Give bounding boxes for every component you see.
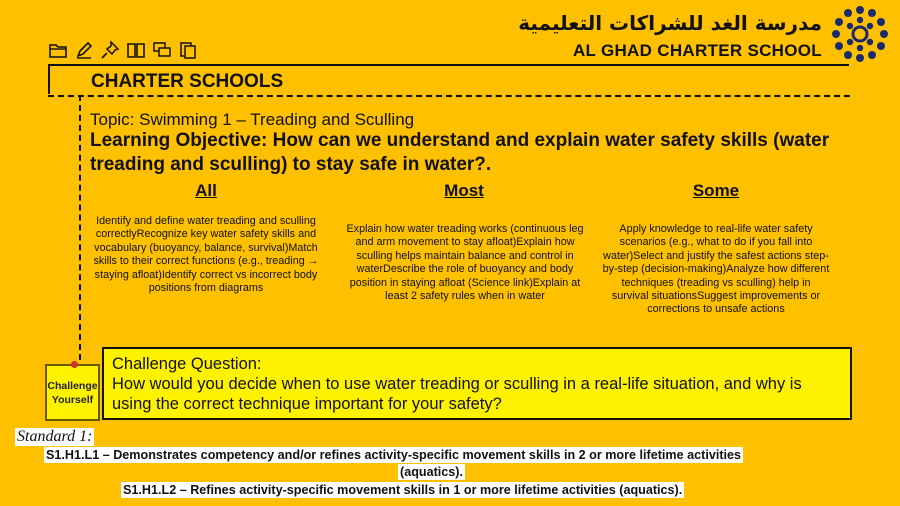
pushpin-icon [71, 361, 78, 368]
column-text-all: Identify and define water treading and sculling correctlyRecognize key water safety skills and vocabulary (buoyancy, balance, survival)Match skills to their correct functions (e.g., treading → staying afloat)Identify correct vs incorrect body positions from diagrams [93, 215, 319, 295]
column-text-most: Explain how water treading works (continuous leg and arm movement to stay afloat)Explain how sculling helps maintain balance and control in waterDescribe the role of buoyancy and body position in staying afloat (Science link)Explain at least 2 safety rules when in water [346, 223, 584, 303]
school-logo [518, 2, 892, 66]
column-heading-some: Some [692, 181, 740, 200]
logo-english-text: AL GHAD CHARTER SCHOOL [572, 41, 822, 60]
pin-icon[interactable] [100, 40, 120, 60]
logo-arabic-text: مدرسة الغد للشراكات التعليمية [518, 11, 822, 35]
challenge-question-box [102, 347, 852, 420]
toolbar-icons [48, 40, 198, 60]
learning-objective: Learning Objective: How can we understand and explain water safety skills (water treading and sculling) to stay safe in water?. [90, 130, 830, 175]
logo-mark-icon [828, 2, 892, 66]
badge-line-2: Yourself [51, 393, 94, 406]
challenge-question: How would you decide when to use water treading or sculling in a real-life situation, and why is using the correct technique important for your safety? [112, 375, 802, 413]
standard-line-1-continued: (aquatics). [400, 465, 463, 479]
badge-line-1: Challenge [47, 379, 98, 392]
book-icon[interactable] [126, 40, 146, 60]
column-heading-all: All [195, 181, 217, 200]
folder-icon[interactable] [48, 40, 68, 60]
section-title: CHARTER SCHOOLS [91, 71, 284, 92]
speech-bubbles-icon[interactable] [152, 40, 172, 60]
dashed-divider [48, 95, 850, 97]
standard-line-2: S1.H1.L2 – Refines activity-specific movement skills in 1 or more lifetime activities (aquatics). [123, 483, 683, 497]
column-heading-most: Most [444, 181, 484, 200]
standard-line-1: S1.H1.L1 – Demonstrates competency and/or refines activity-specific movement skills in 2 or more lifetime activities [46, 448, 742, 462]
document-stack-icon[interactable] [178, 40, 198, 60]
header-vertical-rule [48, 64, 50, 94]
standard-label: Standard 1: [17, 428, 93, 445]
challenge-yourself-badge [45, 364, 100, 421]
challenge-title: Challenge Question: [112, 355, 262, 373]
column-text-some: Apply knowledge to real-life water safety scenarios (e.g., what to do if you fall into water)Select and justify the safest actions step-by-step (decision-making)Analyze how different techniques (treading vs sculling) help in survival situationsSuggest improvements or corrections to unsafe actions [602, 223, 830, 316]
pencil-icon[interactable] [74, 40, 94, 60]
dashed-vertical-divider [79, 95, 81, 360]
lesson-topic: Topic: Swimming 1 – Treading and Sculling [90, 110, 415, 129]
